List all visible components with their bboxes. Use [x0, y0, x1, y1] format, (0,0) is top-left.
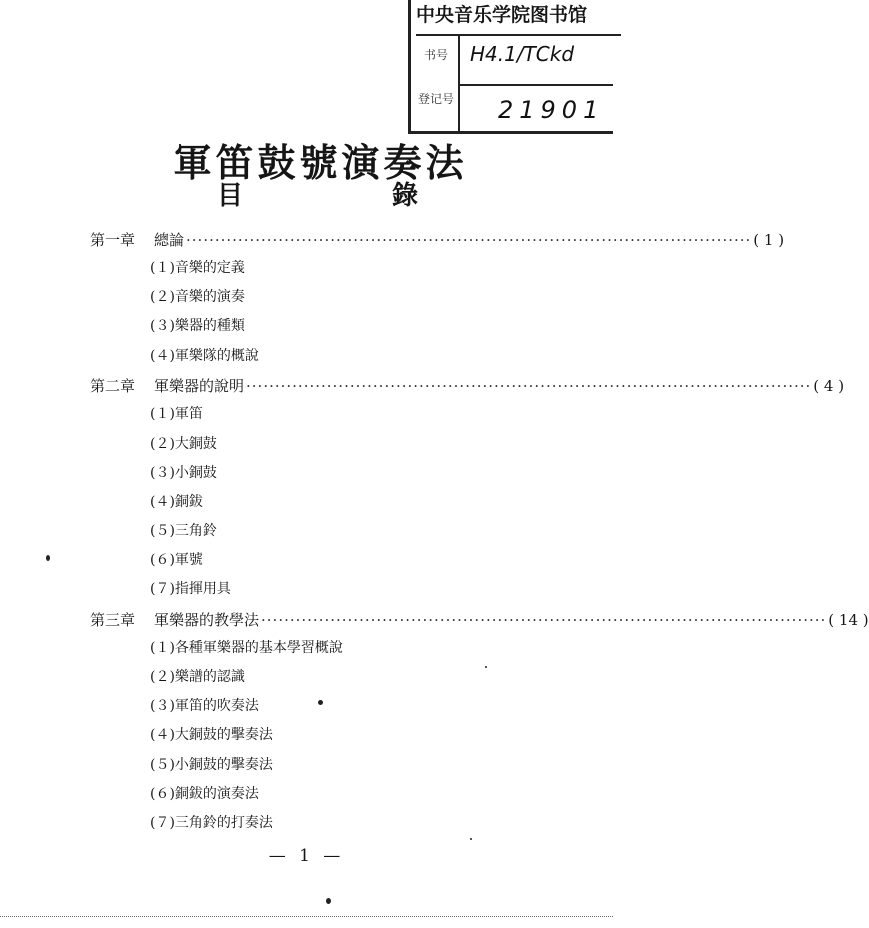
stamp-accession-number: 21901 [498, 96, 605, 124]
leader-dots: ·································································································· [246, 377, 812, 395]
chapter-page: ( 1 ) [753, 231, 785, 249]
stamp-label-accession: 登记号 [418, 92, 455, 106]
scan-edge [0, 916, 613, 918]
contents-heading: 目 錄 [216, 181, 489, 211]
toc-item: (４)大銅鼓的擊奏法 [150, 727, 273, 743]
scan-speck [485, 666, 487, 668]
stamp-institution: 中央音乐学院图书馆 [416, 0, 621, 36]
chapter-title: 軍樂器的說明 [154, 377, 245, 395]
chapter-page: ( 14 ) [828, 611, 869, 629]
toc-item: (３)樂器的種類 [150, 318, 245, 334]
toc-item: (１)軍笛 [150, 406, 203, 422]
leader-dots: ·································································································· [186, 231, 752, 249]
toc-item: (６)軍號 [150, 552, 203, 568]
toc-item: (６)銅鈸的演奏法 [150, 786, 259, 802]
chapter-number: 第二章 [90, 377, 136, 395]
stamp-label-call: 书号 [423, 48, 448, 62]
toc-item: (４)軍樂隊的概說 [150, 348, 259, 364]
toc-item: (７)指揮用具 [150, 581, 231, 597]
toc-chapter-2 [90, 374, 845, 398]
toc-item: (７)三角鈴的打奏法 [150, 815, 273, 831]
scan-speck [318, 700, 323, 705]
toc-item: (１)音樂的定義 [150, 260, 245, 276]
stamp-row-divider [460, 84, 613, 86]
scan-speck [326, 898, 331, 904]
stamp-classification: H4.1/TCkd [470, 42, 575, 66]
toc-chapter-3 [90, 608, 869, 632]
chapter-title: 軍樂器的教學法 [154, 611, 260, 629]
toc-item: (５)小銅鼓的擊奏法 [150, 757, 273, 773]
chapter-title: 總論 [154, 231, 185, 249]
toc-item: (１)各種軍樂器的基本學習概說 [150, 640, 343, 656]
toc-item: (３)軍笛的吹奏法 [150, 698, 259, 714]
chapter-page: ( 4 ) [813, 377, 845, 395]
toc-item: (２)大銅鼓 [150, 436, 217, 452]
toc-item: (５)三角鈴 [150, 523, 217, 539]
leader-dots: ·································································································· [261, 611, 827, 629]
chapter-number: 第三章 [90, 611, 136, 629]
toc-item: (２)樂譜的認識 [150, 669, 245, 685]
page-number: — 1 — [268, 846, 345, 866]
scan-speck [470, 838, 472, 840]
toc-item: (２)音樂的演奏 [150, 289, 245, 305]
toc-item: (４)銅鈸 [150, 494, 203, 510]
scan-speck [46, 555, 50, 561]
chapter-number: 第一章 [90, 231, 136, 249]
book-title: 軍笛鼓號演奏法 [173, 140, 468, 185]
toc-item: (３)小銅鼓 [150, 465, 217, 481]
toc-chapter-1 [90, 228, 785, 252]
